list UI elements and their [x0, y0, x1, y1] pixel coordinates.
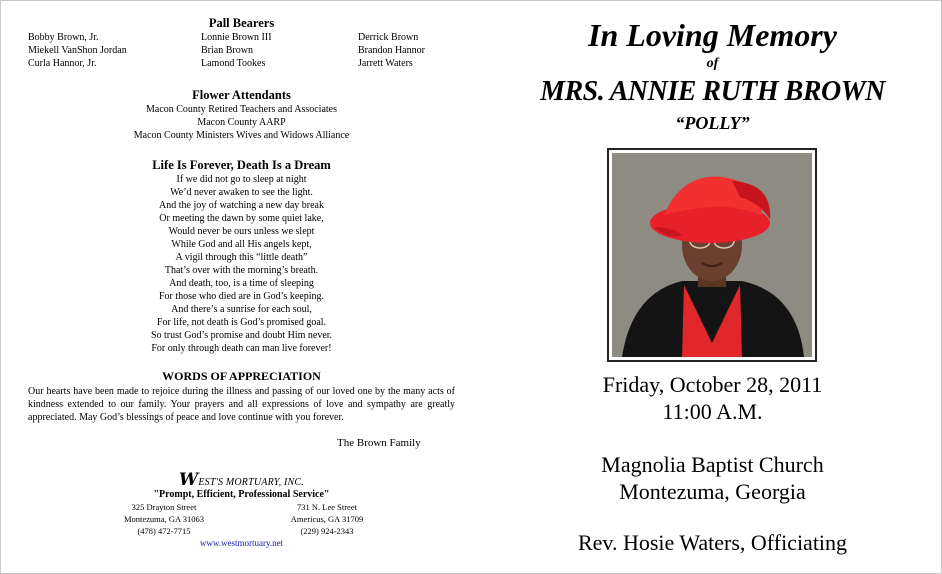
portrait-frame [607, 148, 817, 362]
memory-heading: In Loving Memory [588, 17, 837, 53]
pall-bearers-col-3 [358, 31, 425, 70]
address-line: Montezuma, GA 31063 [123, 514, 205, 524]
poem-line: And there’s a sunrise for each soul, [171, 304, 312, 315]
address-line: (229) 924-2343 [300, 526, 354, 536]
address-line: (478) 472-7715 [137, 526, 191, 536]
poem-line: And death, too, is a time of sleeping [169, 278, 314, 289]
pall-bearers-col-1 [28, 31, 127, 70]
poem-line: If we did not go to sleep at night [176, 174, 307, 185]
pall-bearer: Brian Brown [201, 45, 253, 56]
service-location: Montezuma, Georgia [619, 479, 806, 504]
address-line: 731 N. Lee Street [297, 502, 357, 512]
pall-bearer: Miekell VanShon Jordan [28, 45, 127, 56]
pall-bearer: Lonnie Brown III [201, 32, 272, 43]
poem-line: A vigil through this “little death” [175, 252, 308, 263]
portrait-photo [612, 153, 812, 357]
service-church: Magnolia Baptist Church [601, 452, 824, 477]
poem-line: While God and all His angels kept, [171, 239, 312, 250]
deceased-name: MRS. ANNIE RUTH BROWN [540, 76, 885, 107]
inside-panel [1, 1, 482, 574]
mortuary-motto: "Prompt, Efficient, Professional Service" [153, 489, 330, 500]
poem-title: Life Is Forever, Death Is a Dream [152, 158, 331, 172]
address-line: 325 Drayton Street [131, 502, 197, 512]
mortuary-logo [1, 470, 482, 490]
poem-line: Or meeting the dawn by some quiet lake, [159, 213, 324, 224]
mortuary-name: EST'S MORTUARY, INC. [198, 477, 304, 488]
memory-of-label: of [706, 56, 719, 71]
poem-line: For life, not death is God’s promised goal. [156, 317, 327, 328]
pall-bearer: Curla Hannor, Jr. [28, 58, 97, 69]
poem-line: For those who died are in God’s keeping. [159, 291, 324, 302]
flower-attendants-list [1, 103, 482, 142]
mortuary-address-right [272, 501, 382, 537]
service-officiant: Rev. Hosie Waters, Officiating [577, 530, 848, 555]
pall-bearer: Lamond Tookes [201, 58, 266, 69]
pall-bearer: Brandon Hannor [358, 45, 425, 56]
service-date: Friday, October 28, 2011 [602, 372, 823, 397]
poem-line: And the joy of watching a new day break [159, 200, 324, 211]
appreciation-signature: The Brown Family [337, 437, 421, 449]
poem-line: So trust God’s promise and doubt Him never. [150, 330, 333, 341]
pall-bearer: Bobby Brown, Jr. [28, 32, 99, 43]
poem-text [1, 173, 482, 355]
poem-line: Would never be ours unless we slept [168, 226, 315, 237]
deceased-nickname: “POLLY” [675, 113, 750, 133]
pall-bearers-title: Pall Bearers [208, 16, 275, 30]
appreciation-body: Our hearts have been made to rejoice during the illness and passing of our loved one by the many acts of kindness extended to our family. Your prayers and all expressions of love and sympathy are greatly appreciated. May God’s blessings of peace and love continue with you forever. [28, 386, 455, 423]
poem-line: We’d never awaken to see the light. [170, 187, 313, 198]
pall-bearer: Jarrett Waters [358, 58, 413, 69]
flower-attendant: Macon County AARP [197, 117, 286, 128]
mortuary-website-link[interactable]: www.westmortuary.net [199, 538, 284, 548]
flower-attendant: Macon County Retired Teachers and Associates [145, 104, 337, 115]
poem-line: For only through death can man live forever! [151, 343, 332, 354]
mortuary-address-left [109, 501, 219, 537]
address-line: Americus, GA 31709 [290, 514, 364, 524]
cover-panel [482, 1, 942, 574]
portrait-illustration [612, 153, 812, 357]
mortuary-initial: W [179, 470, 199, 490]
pall-bearers-col-2 [201, 31, 272, 70]
pall-bearer: Derrick Brown [358, 32, 419, 43]
flower-attendants-title: Flower Attendants [192, 88, 291, 102]
poem-line: That’s over with the morning’s breath. [164, 265, 319, 276]
flower-attendant: Macon County Ministers Wives and Widows Alliance [133, 130, 350, 141]
appreciation-title: WORDS OF APPRECIATION [162, 369, 321, 383]
service-time: 11:00 A.M. [662, 399, 763, 424]
